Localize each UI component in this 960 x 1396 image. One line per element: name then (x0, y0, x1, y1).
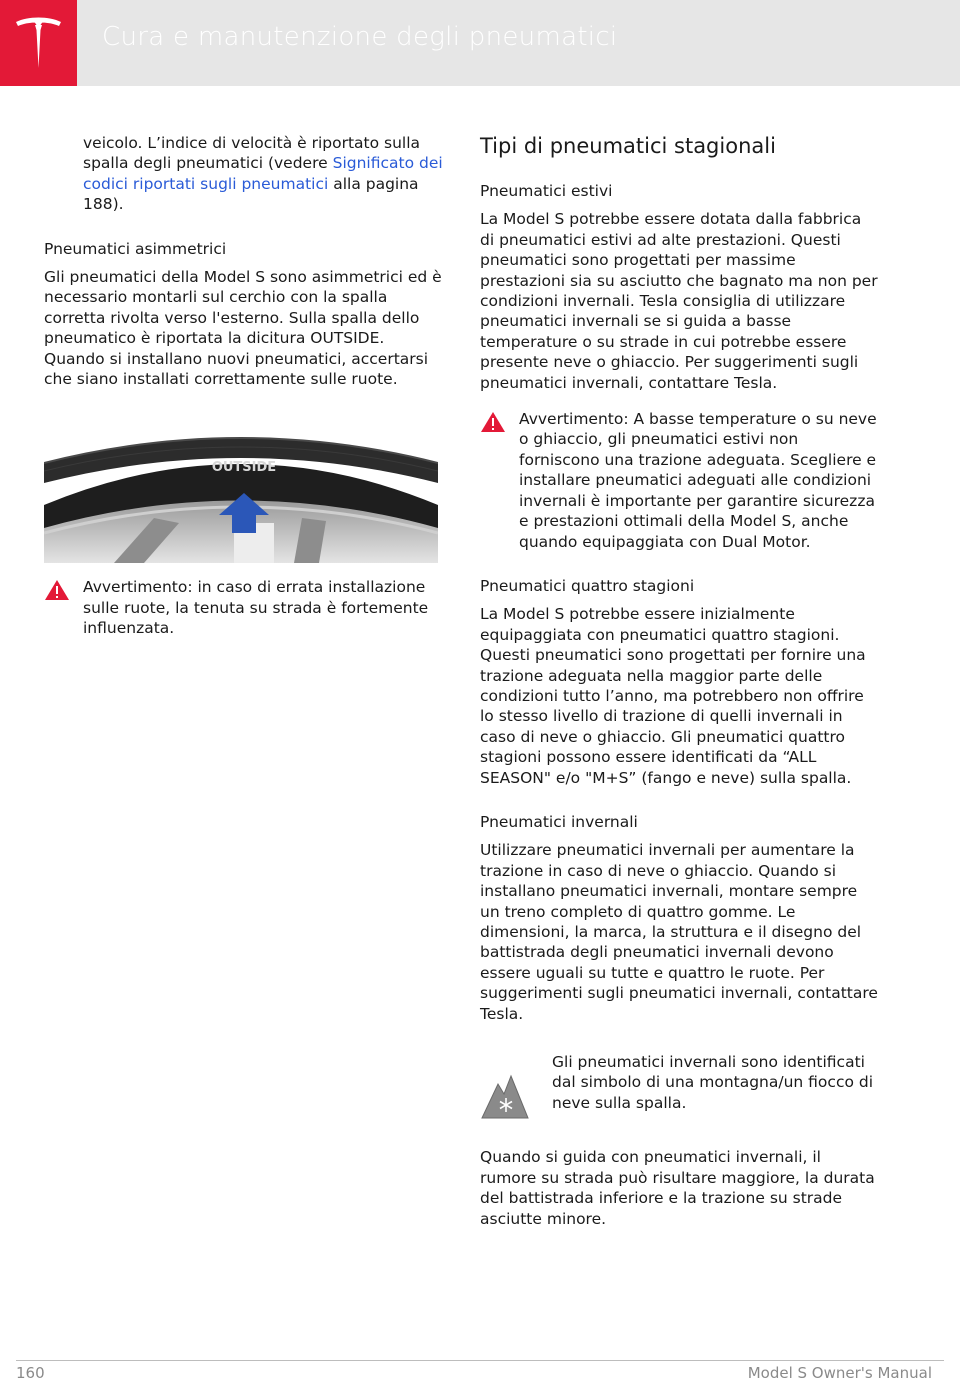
page-number: 160 (16, 1364, 45, 1382)
asymmetric-body: Gli pneumatici della Model S sono asimmetrici ed è necessario montarli sul cerchio con la spalla corretta rivolta verso l'esterno. Sulla spalla dello pneumatico è riportata la dicitura OUTSIDE. Quando si installano nuovi pneumatici, accertarsi che siano installati correttamente sulle ruote. (44, 268, 442, 389)
summer-heading: Pneumatici estivi (480, 182, 613, 200)
installation-warning (44, 577, 444, 638)
snow-note-text: Gli pneumatici invernali sono identificati dal simbolo di una montagna/un fiocco di neve sulla spalla. (552, 1053, 874, 1112)
warning-icon (480, 409, 519, 552)
right-column (480, 133, 880, 1229)
footer-divider (16, 1360, 944, 1361)
left-column (44, 133, 444, 639)
snow-symbol-note (480, 1052, 880, 1125)
tire-outside-figure (44, 433, 438, 563)
page-title: Cura e manutenzione degli pneumatici (102, 22, 618, 52)
tire-codes-link[interactable]: Significato dei codici riportati sugli pneumatici (83, 154, 443, 193)
tesla-logo (0, 0, 77, 86)
summer-warning (480, 409, 880, 552)
summer-body: La Model S potrebbe essere dotata dalla fabbrica di pneumatici estivi ad alte prestazioni. Questi pneumatici sono progettati per massime prestazioni sia su asciutto che bagnato ma non per condizioni invernali. Tesla consiglia di utilizzare pneumatici invernali se si guida a basse temperature o su strade in cui potrebbe essere presente neve o ghiaccio. Per suggerimenti sugli pneumatici invernali, contattare Tesla. (480, 210, 878, 392)
allseason-heading: Pneumatici quattro stagioni (480, 576, 695, 595)
asymmetric-heading: Pneumatici asimmetrici (44, 239, 227, 258)
winter-body: Utilizzare pneumatici invernali per aumentare la trazione in caso di neve o ghiaccio. Quando si installano pneumatici invernali, montare sempre un treno completo di quattro gomme. Le dimensioni, la marca, la struttura e il disegno del battistrada degli pneumatici invernali devono essere uguali su tutte e quattro le ruote. Per suggerimenti sugli pneumatici invernali, contattare Tesla. (480, 841, 878, 1023)
manual-title: Model S Owner's Manual (747, 1364, 932, 1382)
closing-paragraph: Quando si guida con pneumatici invernali, il rumore su strada può risultare maggiore, la durata del battistrada inferiore e la trazione su strade asciutte minore. (480, 1148, 875, 1228)
outside-label: OUTSIDE (211, 460, 277, 476)
page-header (0, 0, 960, 86)
warning-text: Avvertimento: in caso di errata installazione sulle ruote, la tenuta su strada è fortemente influenzata. (83, 578, 429, 638)
mountain-snowflake-icon (480, 1052, 552, 1125)
tire-illustration (44, 433, 438, 563)
warning-text: Avvertimento: A basse temperature o su neve o ghiaccio, gli pneumatici estivi non forniscono una trazione adeguata. Scegliere e installare pneumatici adeguati alle condizioni invernali è importante per garantire sicurezza e prestazioni ottimali della Model S, anche quando equipaggiata con Dual Motor. (519, 410, 877, 551)
winter-heading: Pneumatici invernali (480, 812, 638, 831)
warning-icon (44, 577, 83, 638)
tesla-t-icon (14, 16, 63, 70)
section-title: Tipi di pneumatici stagionali (480, 134, 776, 158)
allseason-body: La Model S potrebbe essere inizialmente equipaggiata con pneumatici quattro stagioni. Questi pneumatici sono progettati per fornire una trazione adeguata nella maggior parte delle condizioni tutto l’anno, ma potrebbero non offrire lo stesso livello di trazione di quelli invernali in caso di neve o ghiaccio. Gli pneumatici quattro stagioni possono essere identificati da “ALL SEASON" e/o "M+S” (fango e neve) sulla spalla. (480, 605, 866, 787)
intro-paragraph: veicolo. L’indice di velocità è riportato sulla spalla degli pneumatici (vedere Significato dei codici riportati sugli pneumatici alla pagina 188). (83, 134, 443, 214)
